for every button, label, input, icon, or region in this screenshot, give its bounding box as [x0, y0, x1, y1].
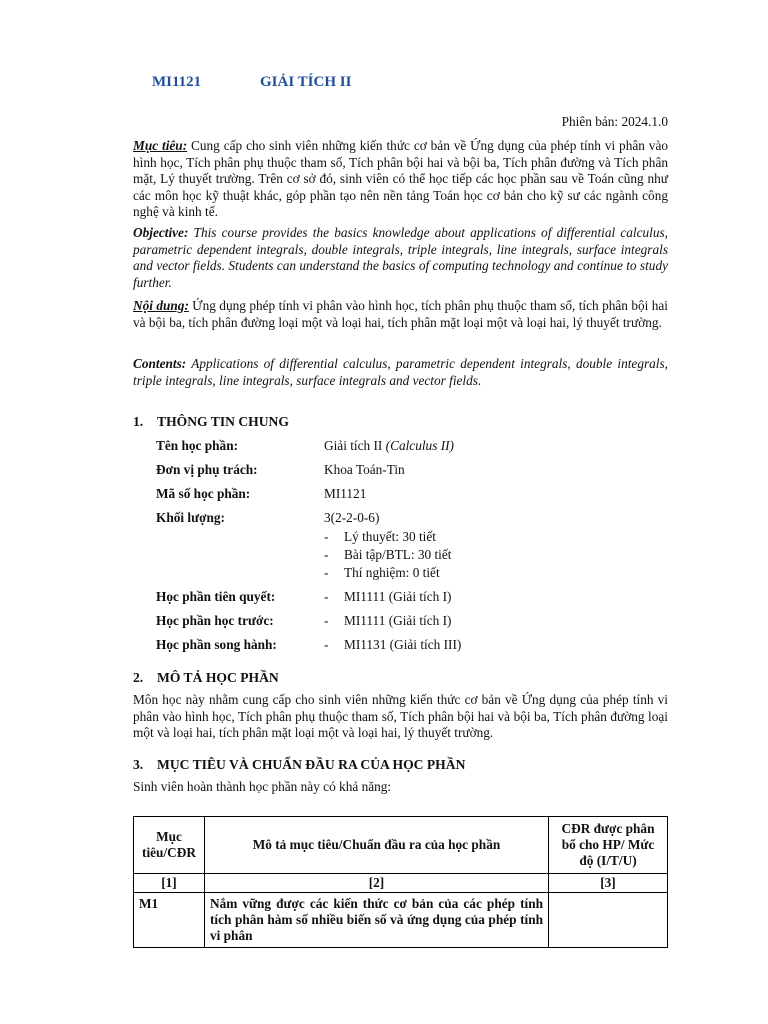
section-2-number: 2. — [133, 670, 144, 685]
objective-vi-label: Mục tiêu: — [133, 138, 188, 153]
course-name: GIẢI TÍCH II — [260, 74, 352, 90]
table-header-cell: CĐR được phân bổ cho HP/ Mức độ (I/T/U) — [549, 817, 668, 874]
credit-breakdown — [324, 528, 451, 582]
section-2-text: Môn học này nhằm cung cấp cho sinh viên những kiến thức cơ bản về Ứng dụng của phép tính vi phân vào hình học, Tích phân phụ thuộc tham số, Tích phân bội hai và bội ba, Tích phân đường loại một và loại hai, tích phân mặt loại một và loại hai, lý thuyết trường. — [133, 692, 668, 741]
code-value: MI1121 — [324, 486, 367, 501]
outcome-level — [549, 893, 668, 948]
course-code: MI1121 — [152, 74, 202, 90]
table-header-cell: Mục tiêu/CĐR — [134, 817, 205, 874]
before-label: Học phần học trước: — [156, 613, 274, 628]
parallel-value: - MI1131 (Giải tích III) — [324, 637, 462, 652]
section-1-heading — [133, 414, 289, 430]
table-index-cell: [2] — [205, 874, 549, 893]
objective-vi-text: Cung cấp cho sinh viên những kiến thức cơ bản về Ứng dụng của phép tính vi phân vào hình học, Tích phân phụ thuộc tham số, Tích phân bội hai và bội ba, Tích phân đường và Tích phân mặt, Lý thuyết trường. Trên cơ sở đó, sinh viên có thể học tiếp các học phần sau về Toán cũng như các môn học kỹ thuật khác, góp phần tạo nên nền tảng Toán học cơ bản cho kỹ sư các ngành công nghệ và kinh tế. — [133, 138, 668, 220]
section-1-title: THÔNG TIN CHUNG — [157, 414, 289, 429]
code-label: Mã số học phần: — [156, 486, 251, 501]
section-3-intro: Sinh viên hoàn thành học phần này có khả năng: — [133, 779, 392, 794]
content-vi-text: Ứng dụng phép tính vi phân vào hình học, tích phân phụ thuộc tham số, tích phân bội hai và bội ba, tích phân đường loại một và loại hai, tích phân mặt loại một và loại hai, lý thuyết trường. — [133, 298, 668, 330]
section-2-title: MÔ TẢ HỌC PHẦN — [157, 670, 279, 685]
course-name-label: Tên học phần: — [156, 438, 239, 453]
objective-en-label: Objective: — [133, 225, 189, 240]
content-vi — [133, 298, 668, 331]
section-1-number: 1. — [133, 414, 144, 429]
content-en — [133, 356, 668, 389]
section-3-heading — [133, 757, 465, 773]
content-vi-label: Nội dung: — [133, 298, 189, 313]
credit-item-exercise: - Bài tập/BTL: 30 tiết — [324, 547, 452, 562]
prereq-value: - MI1111 (Giải tích I) — [324, 589, 452, 604]
objective-en-text: This course provides the basics knowledge about applications of differential calculus, parametric dependent integrals, double integrals, triple integrals, line integrals, surface integrals and vector fields. Students can understand the basics of computing technology and continue to study further. — [133, 225, 668, 290]
unit-label: Đơn vị phụ trách: — [156, 462, 258, 477]
table-header-row — [134, 817, 668, 874]
table-index-cell: [1] — [134, 874, 205, 893]
section-3-title: MỤC TIÊU VÀ CHUẨN ĐẦU RA CỦA HỌC PHẦN — [157, 757, 466, 772]
before-value: - MI1111 (Giải tích I) — [324, 613, 452, 628]
version-label: Phiên bản: 2024.1.0 — [561, 114, 668, 129]
course-header — [152, 74, 352, 91]
credit-label: Khối lượng: — [156, 510, 225, 525]
credit-item-theory: - Lý thuyết: 30 tiết — [324, 529, 436, 544]
content-en-label: Contents: — [133, 356, 187, 371]
credit-item-lab: - Thí nghiệm: 0 tiết — [324, 565, 440, 580]
parallel-label: Học phần song hành: — [156, 637, 277, 652]
table-index-cell: [3] — [549, 874, 668, 893]
section-3-number: 3. — [133, 757, 144, 772]
course-name-en: (Calculus II) — [385, 438, 454, 453]
table-index-row — [134, 874, 668, 893]
course-name-vi: Giải tích II — [324, 438, 383, 453]
content-en-text: Applications of differential calculus, parametric dependent integrals, double integrals, triple integrals, line integrals, surface integrals and vector fields. — [133, 356, 668, 388]
table-header-cell: Mô tả mục tiêu/Chuẩn đầu ra của học phần — [205, 817, 549, 874]
unit-value: Khoa Toán-Tin — [324, 462, 405, 477]
outcomes-table — [133, 816, 668, 948]
objective-vi — [133, 138, 668, 221]
outcome-id: M1 — [134, 893, 205, 948]
prereq-label: Học phần tiên quyết: — [156, 589, 276, 604]
outcome-desc: Nắm vững được các kiến thức cơ bản của các phép tính tích phân hàm số nhiều biến số và ứng dụng của phép tính vi phân — [205, 893, 549, 948]
credit-value: 3(2-2-0-6) — [324, 510, 380, 525]
table-row — [134, 893, 668, 948]
course-name-value — [324, 438, 454, 454]
section-2-heading — [133, 670, 279, 686]
objective-en — [133, 225, 668, 291]
